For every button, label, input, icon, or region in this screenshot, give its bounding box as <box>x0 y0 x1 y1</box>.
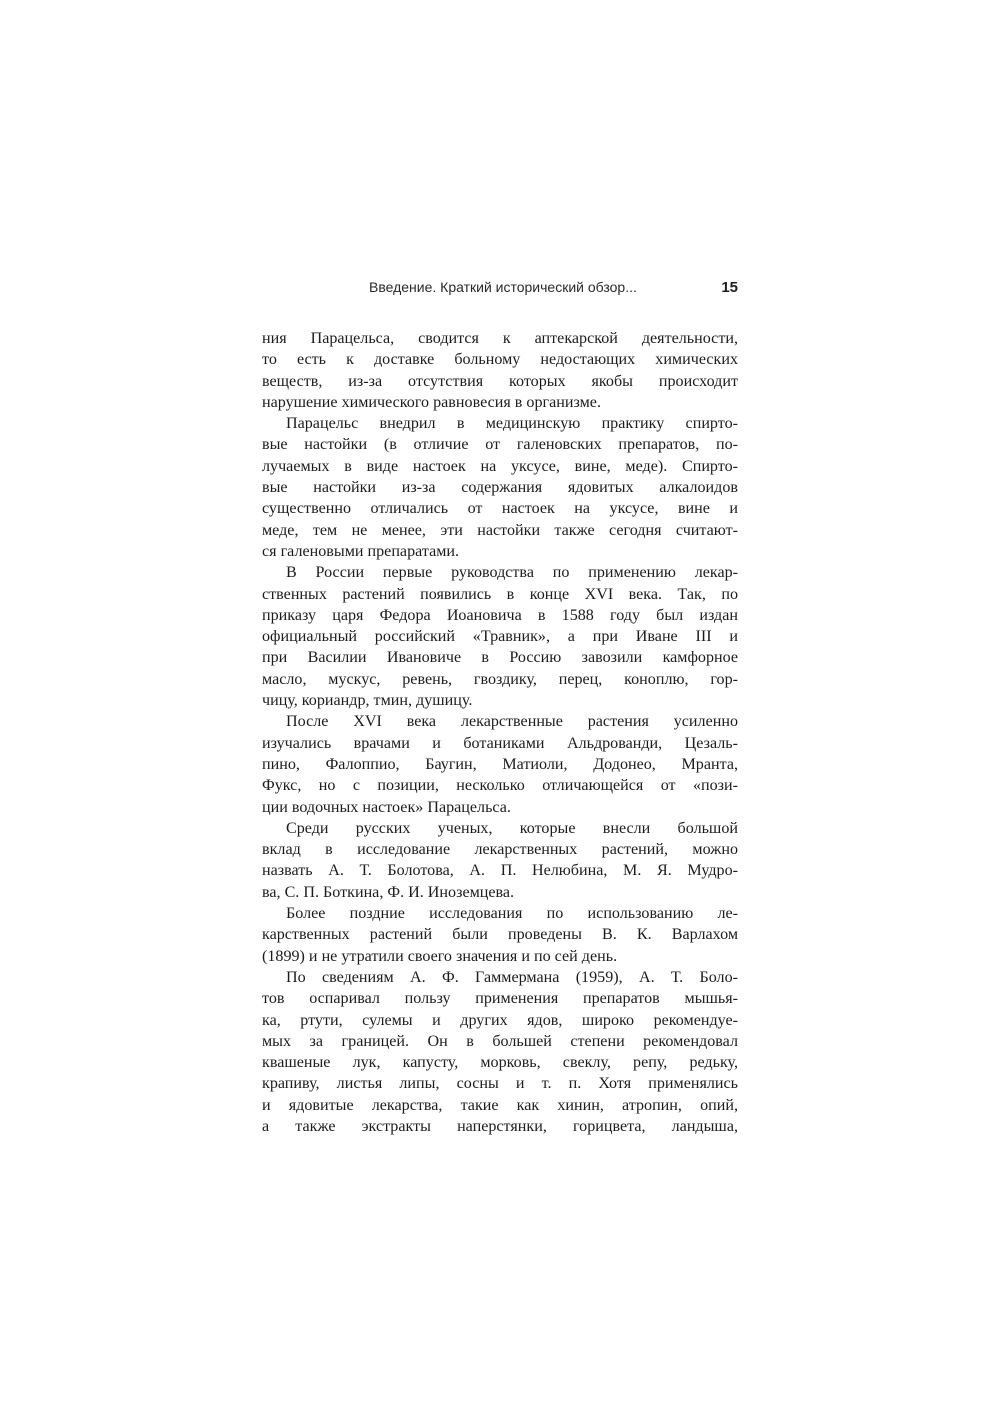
text-line: Парацельс внедрил в медицинскую практику спирто- <box>286 415 738 433</box>
text-line: приказу царя Федора Иоановича в 1588 году был издан <box>262 606 738 624</box>
running-header <box>262 279 738 301</box>
text-line: официальный российский «Травник», а при Иване III и <box>262 628 738 646</box>
text-line: вклад в исследование лекарственных растений, можно <box>262 841 738 859</box>
text-line: ся галеновыми препаратами. <box>262 542 460 560</box>
text-line: квашеные лук, капусту, морковь, свеклу, репу, редьку, <box>262 1054 738 1072</box>
text-line: (1899) и не утратили своего значения и по сей день. <box>262 947 618 965</box>
text-line: вые настойки (в отличие от галеновских препаратов, по- <box>262 436 738 454</box>
text-line: то есть к доставке больному недостающих химических <box>262 351 738 369</box>
text-line: ния Парацельса, сводится к аптекарской деятельности, <box>262 330 738 347</box>
text-line: при Василии Ивановиче в Россию завозили камфорное <box>262 649 738 667</box>
text-line: тов оспаривал пользу применения препаратов мышья- <box>262 990 738 1008</box>
text-line: веществ, из-за отсутствия которых якобы происходит <box>262 372 738 390</box>
text-line: По сведениям А. Ф. Гаммермана (1959), А. Т. Боло- <box>286 968 738 986</box>
text-line: ка, ртути, сулемы и других ядов, широко рекомендуе- <box>262 1011 738 1029</box>
text-line: В России первые руководства по применению лекар- <box>286 564 738 582</box>
text-line: ции водочных настоек» Парацельса. <box>262 798 511 816</box>
text-line: Среди русских ученых, которые внесли большой <box>286 819 738 837</box>
text-line: карственных растений были проведены В. К. Варлахом <box>262 926 738 944</box>
text-line: лучаемых в виде настоек на уксусе, вине, меде). Спирто- <box>262 457 738 475</box>
text-line: изучались врачами и ботаниками Альдрованди, Цезаль- <box>262 734 738 752</box>
text-line: нарушение химического равновесия в организме. <box>262 393 601 411</box>
text-line: меде, тем не менее, эти настойки также сегодня считают- <box>262 521 738 539</box>
text-line: Более поздние исследования по использованию ле- <box>286 905 738 923</box>
text-line: ва, С. П. Боткина, Ф. И. Иноземцева. <box>262 883 515 901</box>
text-line: Фукс, но с позиции, несколько отличающейся от «пози- <box>262 777 738 795</box>
text-line: мых за границей. Он в большей степени рекомендовал <box>262 1032 738 1050</box>
text-line: ственных растений появились в конце XVI века. Так, по <box>262 585 738 603</box>
text-line: а также экстракты наперстянки, горицвета, ландыша, <box>262 1117 738 1135</box>
page-number: 15 <box>721 279 738 296</box>
text-line: назвать А. Т. Болотова, А. П. Нелюбина, М. Я. Мудро- <box>262 862 738 880</box>
header-title: Введение. Краткий исторический обзор... <box>369 279 637 295</box>
text-line: крапиву, листья липы, сосны и т. п. Хотя применялись <box>262 1075 738 1093</box>
text-line: После XVI века лекарственные растения усиленно <box>286 713 738 731</box>
text-line: и ядовитые лекарства, такие как хинин, атропин, опий, <box>262 1096 738 1114</box>
text-line: вые настойки из-за содержания ядовитых алкалоидов <box>262 479 738 497</box>
text-line: чицу, кориандр, тмин, душицу. <box>262 692 473 710</box>
text-line: масло, мускус, ревень, гвоздику, перец, коноплю, гор- <box>262 670 738 688</box>
body-text <box>262 328 738 1137</box>
text-line: существенно отличались от настоек на уксусе, вине и <box>262 500 738 518</box>
text-line: пино, Фалоппио, Баугин, Матиоли, Додонео, Мранта, <box>262 755 738 773</box>
